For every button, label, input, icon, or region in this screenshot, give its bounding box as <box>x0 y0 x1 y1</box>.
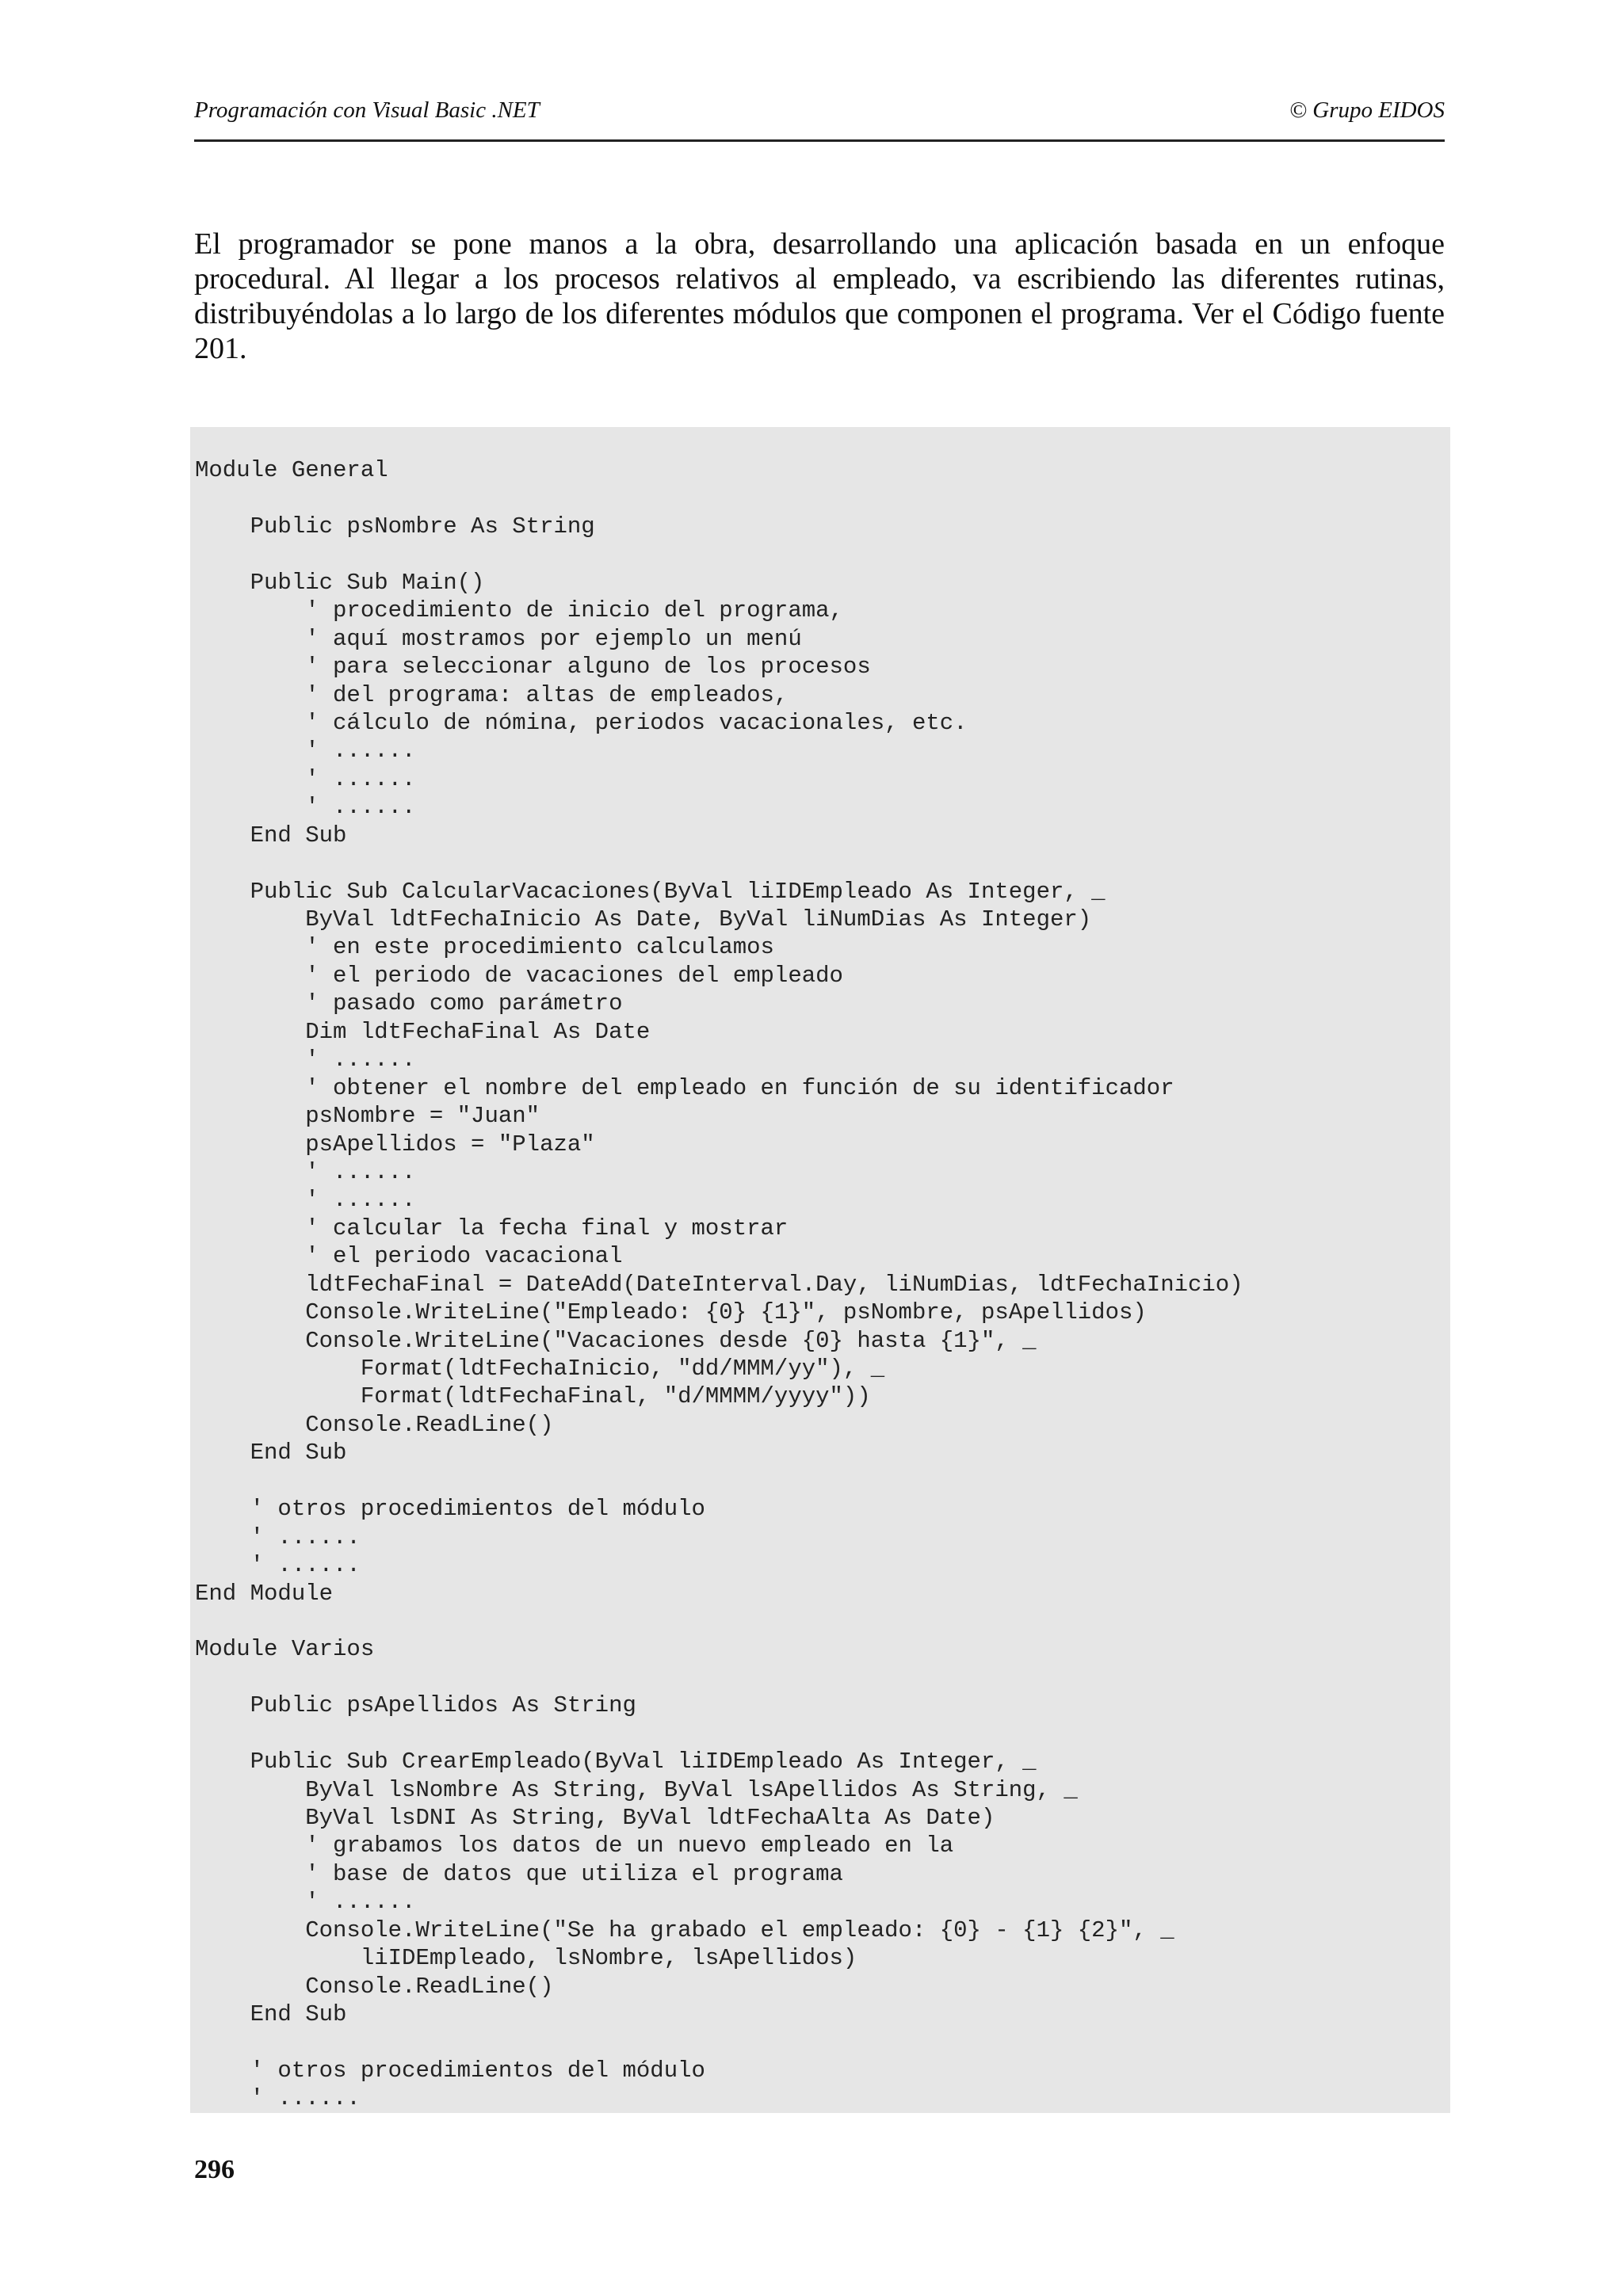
code-line: Public Sub CalcularVacaciones(ByVal liIDEmpleado As Integer, _ <box>195 878 1106 905</box>
code-line: Module Varios <box>195 1636 375 1663</box>
code-line <box>195 849 1243 877</box>
code-line: Public psApellidos As String <box>195 1692 636 1719</box>
code-line: Public psNombre As String <box>195 513 595 540</box>
code-line: liIDEmpleado, lsNombre, lsApellidos) <box>195 1945 857 1972</box>
code-line: ' calcular la fecha final y mostrar <box>195 1215 789 1241</box>
code-line <box>195 2029 1243 2057</box>
code-line: End Sub <box>195 2001 347 2028</box>
page-number: 296 <box>194 2155 235 2184</box>
code-line: ' en este procedimiento calculamos <box>195 934 774 961</box>
page-header <box>194 95 1445 142</box>
code-line: ' base de datos que utiliza el programa <box>195 1860 843 1887</box>
code-line: ' obtener el nombre del empleado en función de su identificador <box>195 1074 1174 1101</box>
code-line: psNombre = "Juan" <box>195 1103 540 1130</box>
code-line: End Sub <box>195 822 347 849</box>
code-line: ' ...... <box>195 1187 416 1214</box>
code-line: ldtFechaFinal = DateAdd(DateInterval.Day, liNumDias, ldtFechaInicio) <box>195 1271 1243 1298</box>
code-line: Format(ldtFechaInicio, "dd/MMM/yy"), _ <box>195 1356 885 1382</box>
code-line: ' ...... <box>195 1552 361 1579</box>
code-line: ' procedimiento de inicio del programa, <box>195 597 843 624</box>
code-line: ' ...... <box>195 1047 416 1074</box>
code-line: ' grabamos los datos de un nuevo empleado en la <box>195 1833 954 1859</box>
code-line: Console.WriteLine("Empleado: {0} {1}", psNombre, psApellidos) <box>195 1299 1147 1326</box>
code-line <box>195 1608 1243 1635</box>
intro-paragraph: El programador se pone manos a la obra, desarrollando una aplicación basada en un enfoque procedural. Al llegar a los procesos relativos al empleado, va escribiendo las diferentes rutinas, distribuyéndolas a lo largo de los diferentes módulos que componen el programa. Ver el Código fuente 201. <box>194 227 1445 365</box>
code-line: Dim ldtFechaFinal As Date <box>195 1018 651 1045</box>
code-line: ' el periodo de vacaciones del empleado <box>195 962 843 989</box>
code-line <box>195 1664 1243 1691</box>
code-line: ' ...... <box>195 738 416 765</box>
code-line: ' cálculo de nómina, periodos vacacionales, etc. <box>195 709 968 736</box>
code-line: End Module <box>195 1580 334 1607</box>
code-line: Console.ReadLine() <box>195 1973 554 2000</box>
code-line: ' el periodo vacacional <box>195 1243 623 1270</box>
code-listing <box>190 427 1450 2113</box>
code-line <box>195 1720 1243 1748</box>
code-line: ByVal ldtFechaInicio As Date, ByVal liNumDias As Integer) <box>195 906 1092 933</box>
code-lines <box>195 456 1243 2113</box>
code-line: End Sub <box>195 1440 347 1466</box>
code-line: ByVal lsDNI As String, ByVal ldtFechaAlta As Date) <box>195 1805 995 1831</box>
publisher-copyright: © Grupo EIDOS <box>1289 97 1445 123</box>
code-line: ' aquí mostramos por ejemplo un menú <box>195 625 802 652</box>
code-line: ' para seleccionar alguno de los procesos <box>195 654 871 681</box>
code-line <box>195 540 1243 568</box>
code-line: Module General <box>195 457 388 483</box>
code-line: ' pasado como parámetro <box>195 990 623 1017</box>
code-line: Console.ReadLine() <box>195 1411 554 1438</box>
code-line: ' otros procedimientos del módulo <box>195 2057 705 2084</box>
code-line: ' otros procedimientos del módulo <box>195 1496 705 1523</box>
code-line: Public Sub CrearEmpleado(ByVal liIDEmpleado As Integer, _ <box>195 1749 1037 1775</box>
code-line: ' ...... <box>195 1524 361 1550</box>
code-line: ' ...... <box>195 1889 416 1916</box>
code-line: ' ...... <box>195 765 416 792</box>
code-line: Format(ldtFechaFinal, "d/MMMM/yyyy")) <box>195 1383 871 1410</box>
book-title: Programación con Visual Basic .NET <box>194 97 540 123</box>
code-line: psApellidos = "Plaza" <box>195 1131 595 1158</box>
code-line: ' ...... <box>195 794 416 821</box>
code-line <box>195 1467 1243 1495</box>
code-line: ' ...... <box>195 1158 416 1185</box>
code-line: ByVal lsNombre As String, ByVal lsApellidos As String, _ <box>195 1776 1078 1803</box>
code-line: ' ...... <box>195 2085 361 2112</box>
code-line: Console.WriteLine("Se ha grabado el empleado: {0} - {1} {2}", _ <box>195 1917 1174 1943</box>
code-line: Public Sub Main() <box>195 569 485 596</box>
code-line: Console.WriteLine("Vacaciones desde {0} hasta {1}", _ <box>195 1327 1037 1354</box>
code-line <box>195 484 1243 512</box>
code-line: ' del programa: altas de empleados, <box>195 681 789 708</box>
